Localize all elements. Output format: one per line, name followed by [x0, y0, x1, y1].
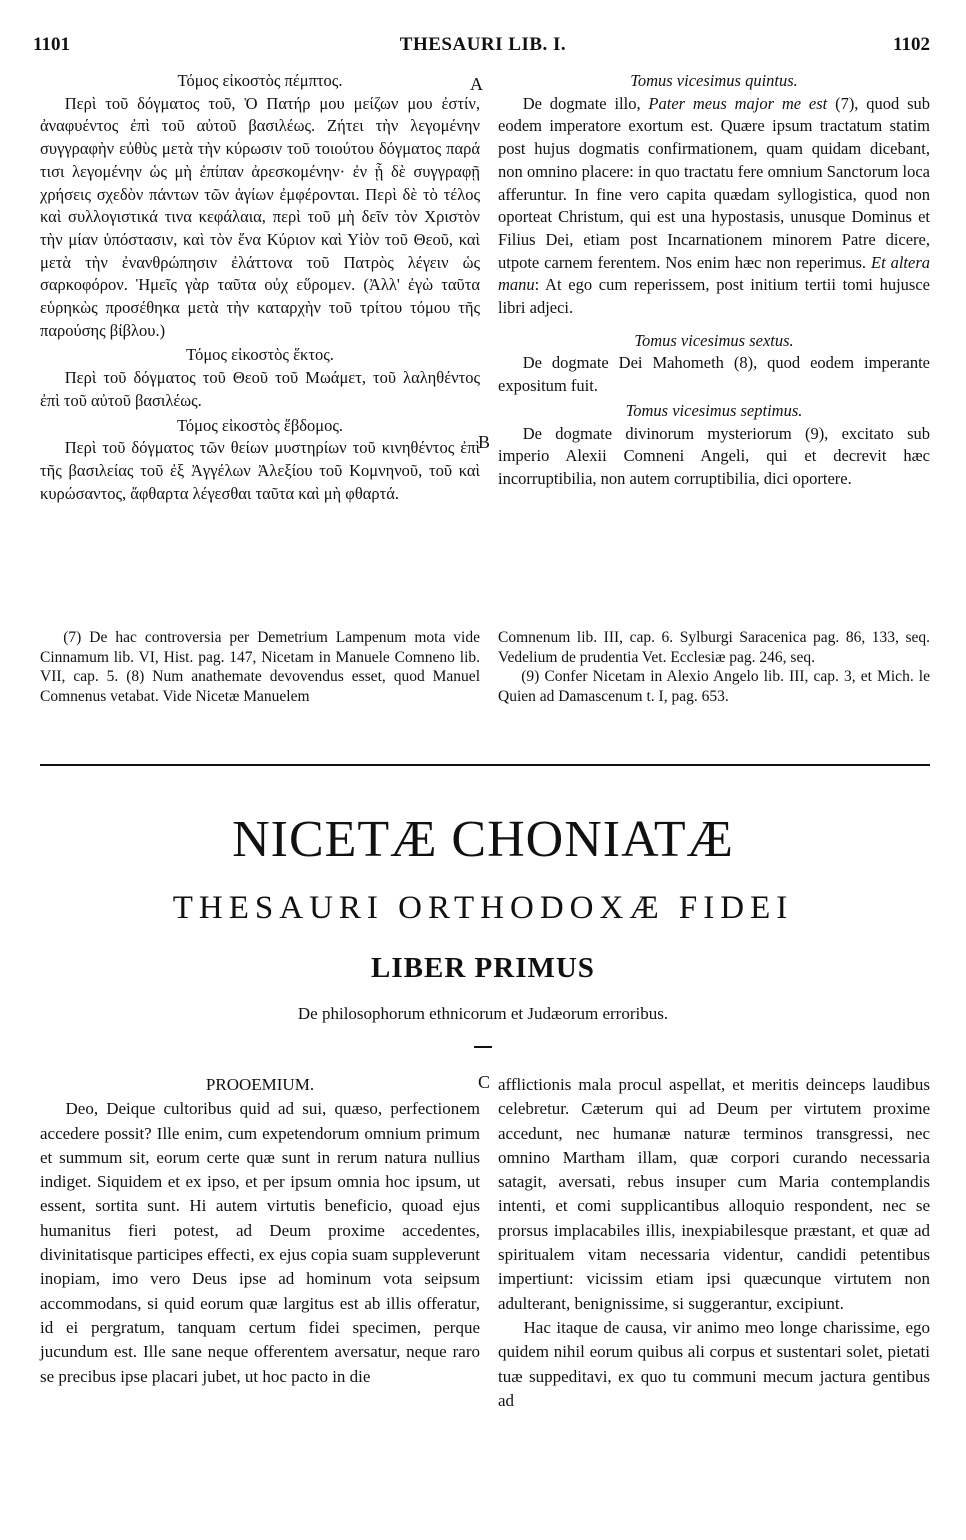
footnotes-right	[498, 628, 930, 706]
author-title: NICETÆ CHONIATÆ	[232, 811, 734, 868]
latin-tomus-26-title: Tomus vicesimus sextus.	[634, 330, 794, 350]
book-subtitle: De philosophorum ethnicorum et Judæorum erroribus.	[297, 1004, 669, 1023]
latin-tomus-26-text: De dogmate Dei Mahometh (8), quod eodem imperante expositum fuit.	[498, 353, 930, 396]
latin-tomus-25-text-b: (7), quod sub eodem imperatore exortum est. Quære ipsum tractatum statim post hujus dogmatis confirmationem, quam quidam dicebant, non omnino placere: in quo tractatu fere omnium Sanctorum loca afferuntur. In fine vero capita quædam syllogistica, quod non oporteat Christum, qui est una hypostasis, unusque Dominus et Filius Dei, etiam post Incarnationem minorem Patre dicere, utpote carnem ferentem. Nos enim hæc non reperimus.	[498, 93, 930, 272]
prooemium-left-column	[40, 1073, 480, 1389]
latin-tomus-25-paragraph	[498, 93, 930, 320]
footnote-left-text: (7) De hac controversia per Demetrium Lampenum mota vide Cinnamum lib. VI, Hist. pag. 147, Nicetam in Manuele Comneno lib. VII, cap. 5. (8) Num anathemate devovendus esset, quod Manuel Comnenus vetabat. Vide Nicetæ Manuelem	[40, 629, 480, 705]
greek-tomus-27-title: Τόμος εἰκοστὸς ἕβδομος.	[176, 415, 344, 435]
latin-tomus-25-title: Tomus vicesimus quintus.	[630, 71, 798, 90]
footnote-right-text-a: Comnenum lib. III, cap. 6. Sylburgi Saracenica pag. 86, 133, seq. Vedelium de prudentia Vet. Ecclesiæ pag. 246, seq.	[498, 629, 930, 666]
greek-column	[40, 70, 480, 505]
latin-tomus-27-title: Tomus vicesimus septimus.	[625, 400, 803, 420]
title-dash	[474, 1046, 492, 1048]
greek-tomus-25-text: Περὶ τοῦ δόγματος τοῦ, Ὁ Πατήρ μου μείζων μου ἐστίν, ἀναφυέντος ἐπὶ τοῦ αὐτοῦ βασιλέως. Ζήτει τὴν λεγομένην συγγραφὴν εὐθὺς μετὰ τὴν κύρωσιν τοῦ τοιούτου δόγματος παρά τισι λεγομένην ὡς μὴ ἐπίπαν ἀρεσκομένην· ἐν ᾗ δὲ συγγραφῇ χρήσεις σχεδὸν πάντων τῶν ἁγίων ἐμφέρονται. Περὶ δὲ τὸ τέλος καὶ συλλογιστικά τινα κεφάλαια, περὶ τοῦ μὴ δεῖν τὸν Χριστὸν τὴν μίαν ὑπόστασιν, καὶ τὸν ἕνα Κύριον καὶ Υἱὸν τοῦ Θεοῦ, καὶ μετὰ τὴν ἐνανθρώπησιν ἐλάττονα τοῦ Πατρὸς λέγειν ὡς σαρκοφόρον. Ἡμεῖς γὰρ ταῦτα οὐχ εὕρομεν. (Ἀλλ' ἐγὼ ταῦτα εὑρηκὼς προσέθηκα μετὰ τὴν καταρχὴν τοῦ τρίτου τόμου τῆς παρούσης βίβλου.)	[40, 93, 480, 340]
prooemium-right-column	[498, 1073, 930, 1413]
greek-tomus-27-text: Περὶ τοῦ δόγματος τῶν θείων μυστηρίων τοῦ κινηθέντος ἐπὶ τῆς βασιλείας τοῦ ἐξ Ἀγγέλων Ἀλεξίου τοῦ Κομνηνοῦ, τοῦ καὶ κυρώσαντος, ἄφθαρτα λέγεσθαι ταῦτα καὶ μὴ φθαρτά.	[40, 438, 480, 503]
section-divider	[40, 764, 930, 766]
footnotes-left	[40, 628, 480, 706]
left-page-number: 1101	[33, 34, 70, 55]
latin-tomus-25-text-c: : At ego cum reperissem, post initium tertii tomi hujusce libri adjeci.	[498, 275, 930, 318]
latin-tomus-25-altera: Et altera manu	[498, 252, 930, 295]
greek-tomus-25-title: Τόμος εἰκοστὸς πέμπτος.	[177, 71, 343, 90]
latin-column	[498, 70, 930, 491]
greek-tomus-26-text: Περὶ τοῦ δόγματος τοῦ Θεοῦ τοῦ Μωάμετ, τοῦ λαληθέντος ἐπὶ τοῦ αὐτοῦ βασιλέως.	[40, 368, 480, 410]
book-title: LIBER PRIMUS	[371, 952, 595, 984]
margin-letter-c: C	[478, 1072, 491, 1092]
prooemium-heading: PROOEMIUM.	[205, 1075, 315, 1094]
latin-tomus-25-quote: Pater meus major me est	[648, 93, 828, 113]
work-title: THESAURI ORTHODOXÆ FIDEI	[172, 890, 794, 926]
footnote-right-text-b: (9) Confer Nicetam in Alexio Angelo lib. III, cap. 3, et Mich. le Quien ad Damascenum t. I, pag. 653.	[498, 668, 930, 705]
greek-tomus-26-title: Τόμος εἰκοστὸς ἕκτος.	[186, 345, 334, 365]
prooemium-left-text: Deo, Deique cultoribus quid ad sui, quæso, perfectionem accedere possit? Ille enim, cum expetendorum omnium primum et summum sit, eorum certe quæ sunt in rerum natura nullius indiget. Siquidem et ex ipso, et per ipsum omnia hoc ipsum, ut essent, sortita sunt. Hi autem virtutis beneficio, quoad ejus humanitus fieri potest, ad Deum proxime accedentes, divinitatisque participes effecti, ex ejus copia suam suppleverunt inopiam, imo vero Deus ipse ad hominum vota seipsum accommodans, si quid eorum quæ largitus est ab illis offeratur, id ei pergratum, tanquam certum fidei specimen, perque jucundum est. Ille sane neque offerentem aversatur, neque raro se precibus ipse placari jubet, ut hoc pacto in die	[40, 1099, 480, 1386]
latin-tomus-25-text-a: De dogmate illo,	[522, 93, 649, 113]
right-page-number: 1102	[893, 34, 930, 55]
margin-letter-b: B	[478, 432, 491, 452]
prooemium-right-text-2: Hac itaque de causa, vir animo meo longe charissime, ego quidem nihil eorum quibus ali corpus et sustentari solet, pietati tuæ suppeditavi, ex quo tu communi mecum jactura gentibus ad	[498, 1317, 930, 1410]
prooemium-right-text-1: afflictionis mala procul aspellat, et meritis deinceps laudibus celebretur. Cæterum qui ad Deum per virtutem proxime accedunt, nec humanæ naturæ terminos transgressi, nec omnino Martham illam, quæ corpori curando necessaria satagit, aversati, rebus insuper cum Maria contemplandis intenti, et comi supplicantibus alloquio respondent, nec se prorsus implacabiles illis, inexpiabilesque præstant, et quæ ad spiritualem vitam necessaria videntur, candidi petentibus impertiunt: vicissim etiam ipsi quæcunque virtutem non adulterant, benignissime, si suggerantur, excipiunt.	[498, 1075, 930, 1313]
margin-letter-a: A	[470, 74, 483, 94]
latin-tomus-27-text: De dogmate divinorum mysteriorum (9), excitato sub imperio Alexii Comneni Angeli, qui et decrevit hæc incorruptibilia, non autem corruptibilia, dici oportere.	[498, 423, 930, 488]
running-title: THESAURI LIB. I.	[399, 34, 567, 55]
running-header	[0, 34, 966, 62]
